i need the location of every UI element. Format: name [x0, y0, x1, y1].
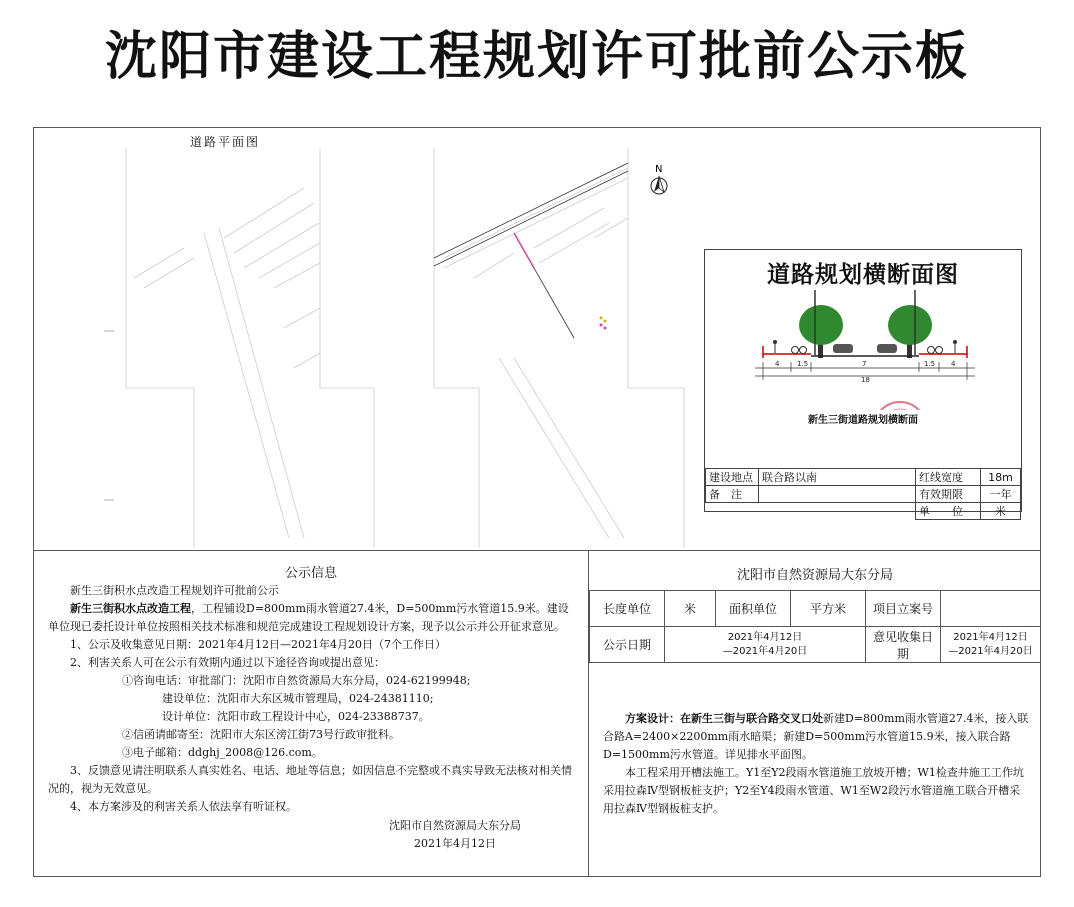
- cross-section-info-table: [705, 468, 1021, 520]
- official-seal-icon: [874, 402, 926, 410]
- design-paragraph-1-body: 新建D=800mm雨水管道27.4米，接入联合路A=2400×2200mm雨水暗渠；新建D=500mm污水管道15.9米，接入联合路D=1500mm污水管道。详见排水平面图。: [603, 712, 1029, 761]
- project-no-label: 项目立案号: [866, 591, 941, 627]
- collect-end: —2021年4月20日: [948, 645, 1033, 657]
- notice-item-3: 3、反馈意见请注明联系人真实姓名、电话、地址等信息；如因信息不完整或不真实导致无法核对相关情况的，视为无效意见。: [48, 764, 572, 795]
- section-divider: [33, 550, 1041, 551]
- dim-sidewalk-right: 4: [951, 360, 956, 368]
- car-icon: [833, 344, 853, 353]
- site-label: 建设地点: [706, 469, 759, 486]
- bicycle-icon: [792, 347, 807, 354]
- cross-section-caption: 新生三街道路规划横断面: [808, 415, 918, 426]
- publish-start: 2021年4月12日: [727, 631, 803, 643]
- length-unit-label: 长度单位: [590, 591, 665, 627]
- notice-intro-text: ，工程铺设D=800mm雨水管道27.4米，D=500mm污水管道15.9米。建设单位现已委托设计单位按照相关技术标准和规范完成建设工程规划设计方案，现予以公示并公开征求意见。: [48, 602, 569, 633]
- valid-value: 一年: [981, 486, 1021, 503]
- notice-mail: ②信函请邮寄至：沈阳市大东区滂江街73号行政审批科。: [122, 728, 400, 741]
- dim-green-left: 1.5: [797, 360, 809, 368]
- bicycle-icon: [928, 347, 943, 354]
- car-icon: [877, 344, 897, 353]
- dim-total: 18: [861, 376, 870, 384]
- project-no-value: [941, 591, 1041, 627]
- dim-green-right: 1.5: [924, 360, 936, 368]
- design-description: [603, 710, 1031, 818]
- unit-label: 单 位: [916, 503, 981, 520]
- notice-email: ③电子邮箱：ddghj_2008@126.com。: [122, 746, 323, 759]
- notice-intro-project: 新生三街积水点改造工程: [70, 602, 191, 615]
- unit-value: 米: [981, 503, 1021, 520]
- info-table: [589, 590, 1041, 663]
- site-value: 联合路以南: [759, 469, 916, 486]
- signature-org: 沈阳市自然资源局大东分局: [389, 819, 521, 832]
- pedestrian-icon: [773, 340, 777, 353]
- length-unit-value: 米: [665, 591, 716, 627]
- notice-phone-approval: ①咨询电话：审批部门：沈阳市自然资源局大东分局，024-62199948;: [122, 674, 471, 687]
- page-title: 沈阳市建设工程规划许可批前公示板: [104, 27, 969, 87]
- pedestrian-icon: [953, 340, 957, 353]
- cross-section-drawing: [705, 250, 1023, 410]
- publish-end: —2021年4月20日: [722, 645, 808, 657]
- notice-phone-designer: 设计单位：沈阳市政工程设计中心，024-23388737。: [162, 710, 430, 723]
- area-unit-value: 平方米: [791, 591, 866, 627]
- cross-section-title: 道路规划横断面图: [767, 262, 959, 288]
- width-value: 18m: [981, 469, 1021, 486]
- plan-label: 道路平面图: [190, 135, 261, 149]
- north-arrow-icon: [651, 164, 667, 194]
- notice-item-4: 4、本方案涉及的利害关系人依法享有听证权。: [70, 800, 297, 813]
- notice-subtitle: 新生三街积水点改造工程规划许可批前公示: [70, 584, 279, 597]
- design-paragraph-2: 本工程采用开槽法施工。Y1至Y2段雨水管道施工放坡开槽；W1检查井施工工作坑采用拉森Ⅳ型钢板桩支护；Y2至Y4段雨水管道、W1至W2段污水管道施工联合开槽采用拉森Ⅳ型钢板桩支护。: [603, 766, 1024, 815]
- notice-item-2: 2、利害关系人可在公示有效期内通过以下途径咨询或提出意见：: [70, 656, 385, 669]
- dim-sidewalk-left: 4: [775, 360, 780, 368]
- collect-date-label: 意见收集日期: [866, 627, 941, 663]
- publish-date-value: [665, 627, 866, 663]
- north-label: N: [655, 164, 663, 175]
- info-heading: 沈阳市自然资源局大东分局: [736, 568, 893, 583]
- notice-item-1: 1、公示及收集意见日期：2021年4月12日—2021年4月20日（7个工作日）: [70, 638, 446, 651]
- road-plan-drawing: [34, 128, 704, 548]
- remark-label: 备 注: [706, 486, 759, 503]
- notice-signature: [340, 817, 570, 853]
- notice-phone-builder: 建设单位：沈阳市大东区城市管理局，024-24381110;: [162, 692, 434, 705]
- cross-section-panel: [704, 249, 1022, 518]
- design-paragraph-1-lead: 方案设计：在新生三街与联合路交叉口处: [625, 712, 823, 725]
- publish-date-label: 公示日期: [590, 627, 665, 663]
- notice-heading: 公示信息: [284, 566, 337, 581]
- notice-body: [48, 582, 576, 816]
- area-unit-label: 面积单位: [716, 591, 791, 627]
- collect-start: 2021年4月12日: [953, 631, 1028, 643]
- remark-value: [759, 486, 916, 503]
- valid-label: 有效期限: [916, 486, 981, 503]
- signature-date: 2021年4月12日: [414, 837, 496, 850]
- notice-intro: [48, 600, 576, 636]
- width-label: 红线宽度: [916, 469, 981, 486]
- collect-date-value: [941, 627, 1041, 663]
- dim-roadway: 7: [862, 360, 867, 368]
- design-paragraph-1: [603, 710, 1031, 764]
